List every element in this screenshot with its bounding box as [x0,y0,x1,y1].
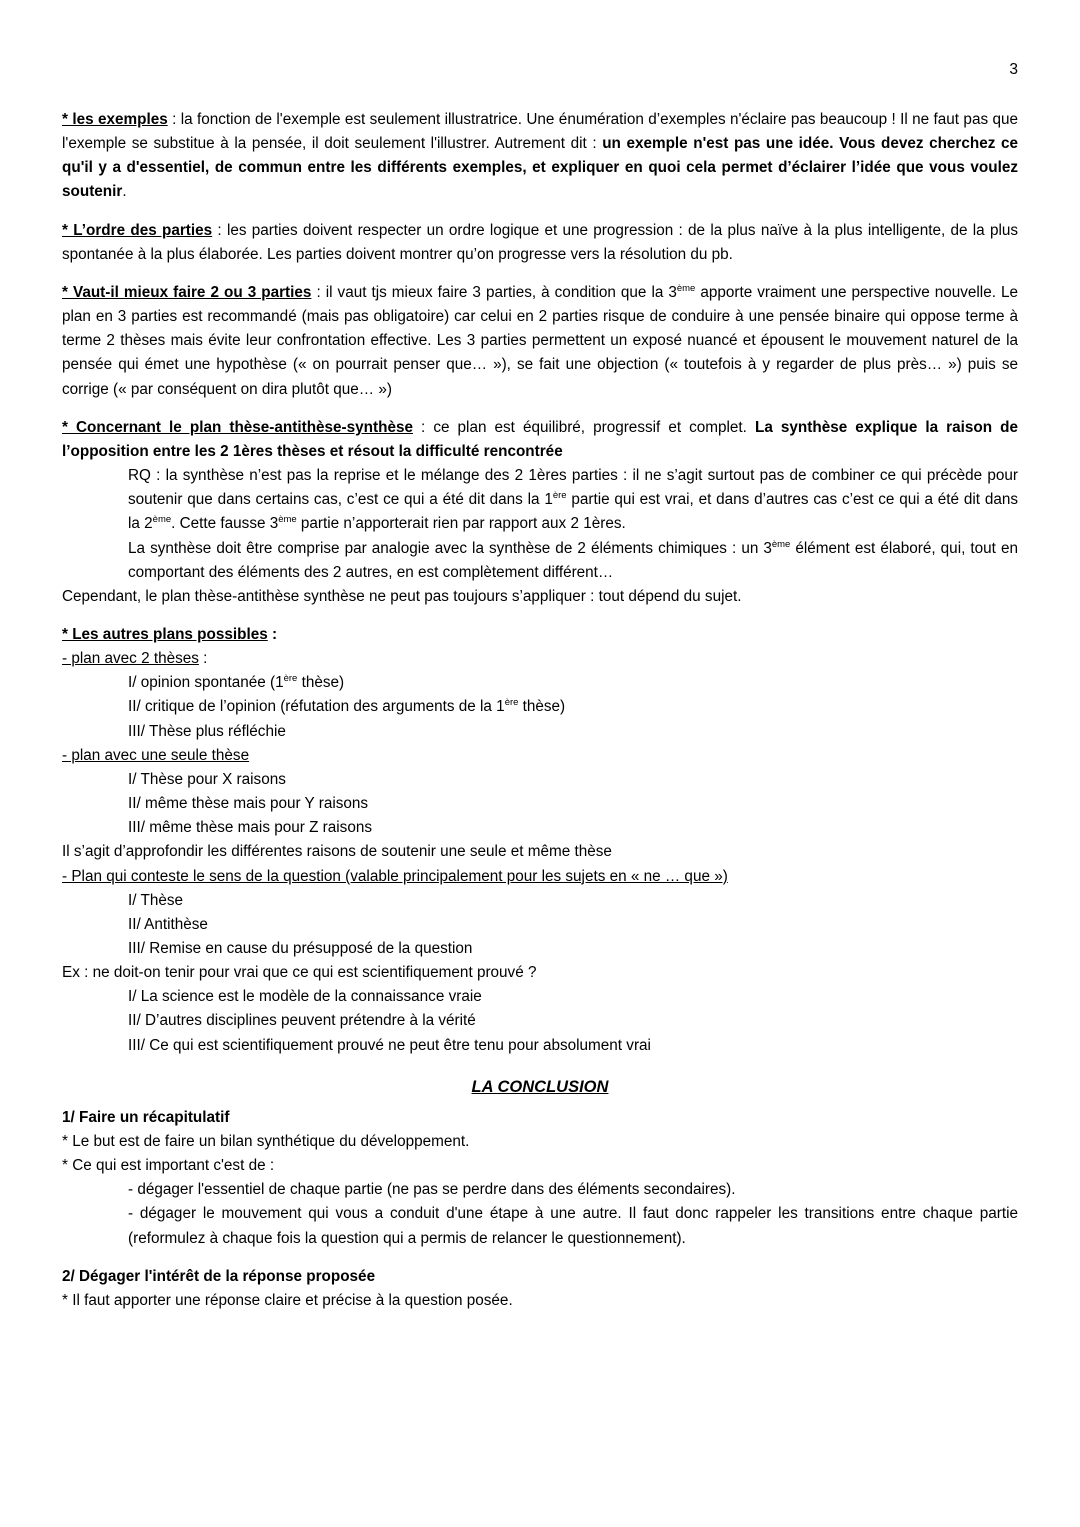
subheading-plan-conteste: - Plan qui conteste le sens de la question (valable principalement pour les sujets en « ne … que ») [62,867,728,885]
heading-les-exemples: * les exemples [62,111,168,128]
subheading-plan-2-theses-tail: : [198,650,208,668]
superscript-eme-2: ème [152,514,172,526]
heading-autres-plans: * Les autres plans possibles [62,625,268,643]
superscript-ere-3: ère [504,697,519,709]
list-item-plan1-1: I/ Thèse pour X raisons [128,770,286,788]
subheading-plan-une-these: - plan avec une seule thèse [62,746,250,764]
superscript-eme-3: ème [278,514,297,526]
text-rq-1: RQ : la synthèse n’est pas la reprise et le mélange des 2 1ères parties : il ne s’agit surtout pas de combiner ce qui précède pour soutenir que dans certains cas, c’est ce qui a été dit dans la 1 [128,467,1018,509]
text-analogie-2: élément est élaboré, qui, tout en comportant des éléments des 2 autres, en est complètement différent… [128,539,1018,581]
list-item-plan2-1 [128,671,1018,695]
subheading-plan-2-theses: - plan avec 2 thèses [62,650,199,668]
list-item-conteste-1: I/ Thèse [128,891,183,909]
list-item-plan1-2: II/ même thèse mais pour Y raisons [128,795,369,813]
superscript-ere-2: ère [283,673,298,685]
paragraph-plan-2-theses [62,647,1018,671]
document-body [62,108,1018,1313]
heading-vaut-il-mieux: * Vaut-il mieux faire 2 ou 3 parties [62,283,312,301]
list-item-conclusion-sub1: - dégager l'essentiel de chaque partie (ne pas se perdre dans des éléments secondaires). [128,1181,736,1199]
list-item-conclusion-sub2: - dégager le mouvement qui vous a conduit d'une étape à une autre. Il faut donc rappeler les transitions entre chaque partie (reformulez à chaque fois la question qui a permis de relancer le questionnement). [128,1205,1018,1247]
text-plan-tas-bold: La synthèse explique la raison de l’opposition entre les 2 1ères thèses et résout la difficulté rencontrée [62,418,1018,460]
superscript-eme-1: ème [676,282,696,294]
superscript-eme-4: ème [771,538,791,550]
list-item-exemple-2: II/ D’autres disciplines peuvent prétendre à la vérité [128,1012,476,1030]
list-item-plan1-3: III/ même thèse mais pour Z raisons [128,819,372,837]
text-les-exemples-tail: . [122,183,127,201]
text-conclusion-1-line2: * Ce qui est important c'est de : [62,1157,275,1175]
text-rq-3: . Cette fausse 3 [171,515,279,533]
text-conclusion-2-line1: * Il faut apporter une réponse claire et précise à la question posée. [62,1291,513,1309]
text-plan2-1-pre: I/ opinion spontanée (1 [128,674,284,692]
heading-ordre-des-parties: * L’ordre des parties [62,221,213,239]
paragraph-plan-tas [62,416,1018,464]
superscript-ere-1: ère [552,490,567,502]
text-ordre-des-parties-body: : les parties doivent respecter un ordre logique et une progression : de la plus naïve à la plus intelligente, de la plus spontanée à la plus élaborée. Les parties doivent montrer qu’on progresse vers la résolution du pb. [62,221,1019,263]
text-rq-4: partie n’apporterait rien par rapport aux 2 1ères. [296,515,626,533]
section-title-conclusion: LA CONCLUSION [471,1077,609,1096]
text-les-exemples-bold: un exemple n'est pas une idée. Vous devez cherchez ce qu'il y a d'essentiel, de commun entre les différents exemples, et expliquer en quoi cela permet d’éclairer l’idée que vous voulez soutenir [62,135,1018,201]
paragraph-exemple-question: Ex : ne doit-on tenir pour vrai que ce qui est scientifiquement prouvé ? [62,964,537,982]
paragraph-plan-conteste [62,865,1018,889]
paragraph-plan-tas-analogie [128,537,1018,585]
page-number: 3 [1009,61,1018,78]
text-plan2-2-pre: II/ critique de l’opinion (réfutation des arguments de la 1 [128,698,505,716]
paragraph-plan-une-these-note: Il s’agit d’approfondir les différentes raisons de soutenir une seule et même thèse [62,843,612,861]
text-plan2-1-post: thèse) [297,674,345,692]
paragraph-vaut-il-mieux [62,281,1018,402]
list-item-plan2-2 [128,695,1018,719]
paragraph-plan-une-these [62,744,1018,768]
list-item-exemple-1: I/ La science est le modèle de la connaissance vraie [128,988,482,1006]
paragraph-plan-tas-rq [128,464,1018,536]
list-item-conteste-2: II/ Antithèse [128,915,208,933]
text-analogie-1: La synthèse doit être comprise par analogie avec la synthèse de 2 éléments chimiques : un 3 [128,539,772,557]
text-plan2-2-post: thèse) [518,698,566,716]
text-plan2-3-pre: III/ Thèse plus réfléchie [128,722,286,740]
text-vaut-il-body-2: apporte vraiment une perspective nouvelle. Le plan en 3 parties est recommandé (mais pas obligatoire) car celui en 2 parties risque de conduire à une pensée binaire qui oppose terme à terme 2 thèses mais évite leur confrontation effective. Les 3 parties permettent un exposé nuancé et épousent le mouvement naturel de la pensée qui émet une hypothèse (« on pourrait penser que… »), se fait une objection (« toutefois à y regarder de plus près… ») puis se corrige (« par conséquent on dira plutôt que… ») [62,283,1019,398]
paragraph-plan-tas-closing: Cependant, le plan thèse-antithèse synthèse ne peut pas toujours s’appliquer : tout dépend du sujet. [62,587,742,605]
list-item-conteste-3: III/ Remise en cause du présupposé de la question [128,940,473,957]
paragraph-les-exemples [62,108,1018,205]
text-conclusion-1-line1: * Le but est de faire un bilan synthétique du développement. [62,1133,470,1150]
paragraph-autres-plans-heading [62,623,1018,647]
heading-conclusion-2: 2/ Dégager l'intérêt de la réponse proposée [62,1267,376,1285]
list-item-plan2-3 [128,720,1018,744]
list-item-exemple-3: III/ Ce qui est scientifiquement prouvé ne peut être tenu pour absolument vrai [128,1036,651,1054]
text-rq-2: partie qui est vrai, et dans d’autres cas c’est ce qui a été dit dans la 2 [128,491,1018,533]
heading-autres-plans-tail: : [267,625,278,643]
heading-plan-tas: * Concernant le plan thèse-antithèse-synthèse [62,418,413,436]
heading-conclusion-1: 1/ Faire un récapitulatif [62,1108,230,1126]
text-vaut-il-body-1: : il vaut tjs mieux faire 3 parties, à condition que la 3 [311,283,677,301]
text-plan-tas-body: : ce plan est équilibré, progressif et complet. [412,418,755,436]
spacer [62,1251,1018,1265]
text-les-exemples-body: : la fonction de l'exemple est seulement illustratrice. Une énumération d’exemples n'éclaire pas beaucoup ! Il ne faut pas que l'exemple se substitue à la pensée, il doit seulement l'illustrer. Autrement dit : [62,111,1019,153]
paragraph-ordre-des-parties [62,219,1018,267]
